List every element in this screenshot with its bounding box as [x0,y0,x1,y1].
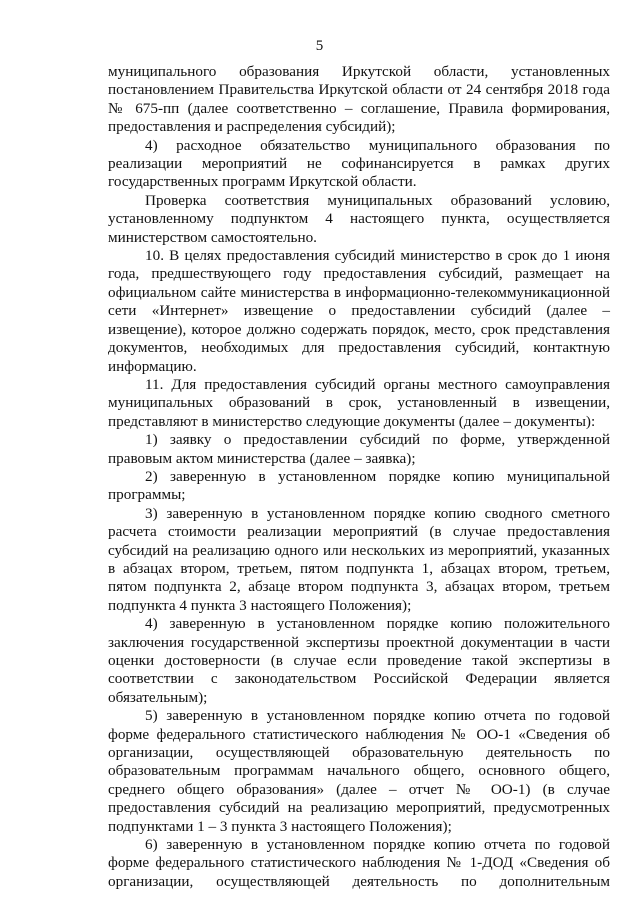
paragraph-document-4: 4) заверенную в установленном порядке копию положительного заключения государственной экспертизы проектной документации в части оценки достоверности (в случае если проведение такой экспертизы в соответствии с законодательством Российской Федерации является обязательным); [108,615,610,706]
paragraph-point-11: 11. Для предоставления субсидий органы местного самоуправления муниципальных образований в срок, установленный в извещении, представляют в министерство следующие документы (далее – документы): [108,375,610,430]
paragraph-verification: Проверка соответствия муниципальных образований условию, установленному подпунктом 4 настоящего пункта, осуществляется министерством самостоятельно. [108,191,610,246]
page-number: 5 [315,38,324,54]
paragraph-item-4: 4) расходное обязательство муниципального образования по реализации мероприятий не софинансируется в рамках других государственных программ Иркутской области. [108,136,610,191]
paragraph-document-3: 3) заверенную в установленном порядке копию сводного сметного расчета стоимости реализации мероприятий (в случае предоставления субсидий на реализацию одного или нескольких из мероприятий, указанных в абзацах втором, третьем, пятом подпункта 1, абзацах втором, третьем, пятом подпункта 2, абзаце втором подпункта 3, абзацах втором, третьем подпункта 4 пункта 3 настоящего Положения); [108,504,610,614]
paragraph-document-5: 5) заверенную в установленном порядке копию отчета по годовой форме федерального статистического наблюдения № ОО-1 «Сведения об организации, осуществляющей образовательную деятельность по образовательным программам начального общего, основного общего, среднего общего образования» (далее – отчет № ОО-1) (в случае предоставления субсидий на реализацию мероприятий, предусмотренных подпунктами 1 – 3 пункта 3 настоящего Положения); [108,707,610,835]
paragraph-document-2: 2) заверенную в установленном порядке копию муниципальной программы; [108,467,610,504]
paragraph-continuation: муниципального образования Иркутской области, установленных постановлением Правительства Иркутской области от 24 сентября 2018 года № 675-пп (далее соответственно – соглашение, Правила формирования, предоставления и распределения субсидий); [108,63,610,136]
paragraph-document-1: 1) заявку о предоставлении субсидий по форме, утвержденной правовым актом министерства (далее – заявка); [108,431,610,467]
body-text [108,63,610,891]
paragraph-point-10: 10. В целях предоставления субсидий министерство в срок до 1 июня года, предшествующего году предоставления субсидий, размещает на официальном сайте министерства в информационно-телекоммуникационной сети «Интернет» извещение о предоставлении субсидий (далее – извещение), которое должно содержать порядок, место, срок представления документов, необходимых для предоставления субсидий, контактную информацию. [108,247,610,375]
paragraph-document-6: 6) заверенную в установленном порядке копию отчета по годовой форме федерального статистического наблюдения № 1-ДОД «Сведения об организации, осуществляющей деятельность по дополнительным [108,836,610,890]
